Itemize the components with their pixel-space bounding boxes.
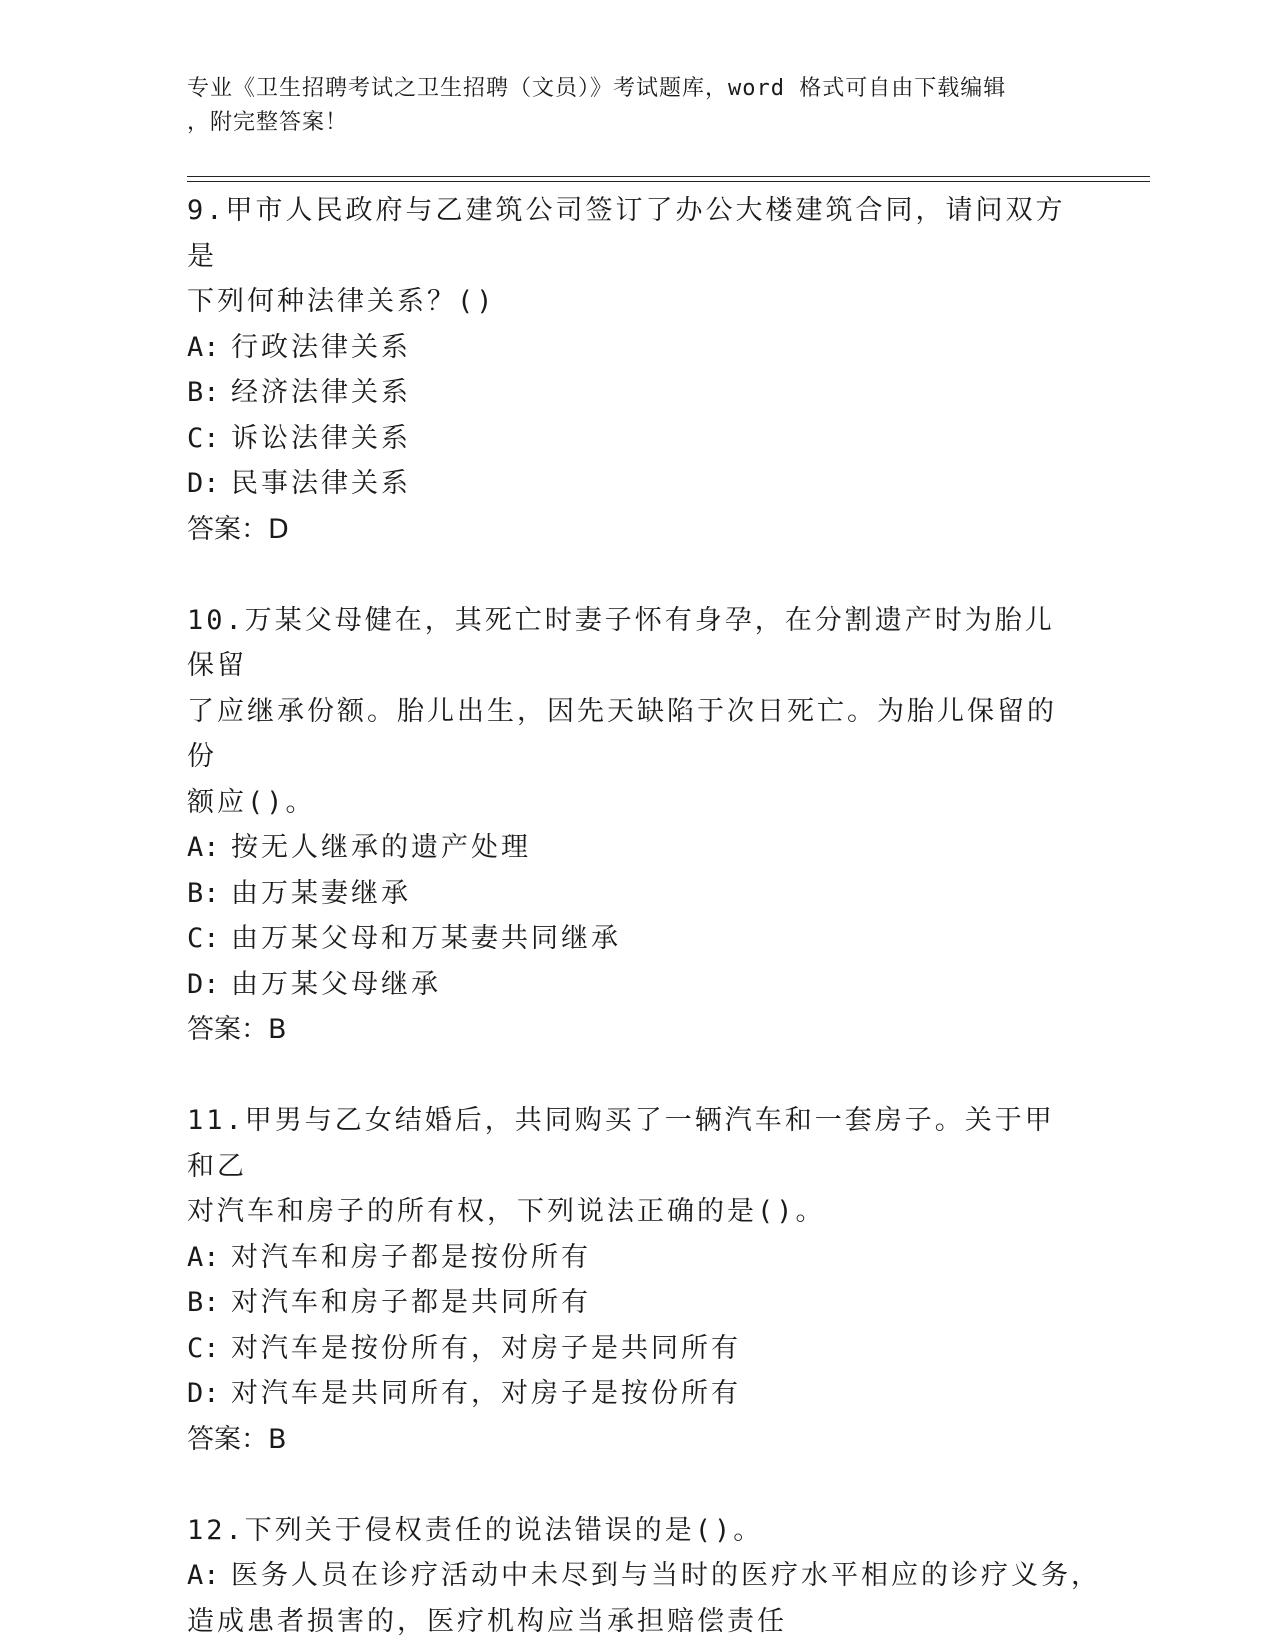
option-c (187, 1326, 1067, 1372)
option-letter: D: (187, 1378, 220, 1409)
question-stem-line: 10.万某父母健在，其死亡时妻子怀有身孕，在分割遗产时为胎儿保留 (187, 604, 1055, 681)
question-list (187, 188, 1101, 1644)
option-letter: D: (187, 968, 220, 1000)
option-text: 对汽车和房子都是按份所有 (231, 1241, 591, 1273)
option-text: 由万某父母继承 (231, 968, 441, 1000)
question-spacer (187, 1462, 1067, 1508)
header-divider-bottom (187, 181, 1150, 182)
question-stem-line: 了应继承份额。胎儿出生，因先天缺陷于次日死亡。为胎儿保留的份 (187, 695, 1057, 772)
option-c (187, 916, 1067, 962)
option-letter: C: (187, 422, 220, 454)
question-stem-line: 9.甲市人民政府与乙建筑公司签订了办公大楼建筑合同，请问双方是 (187, 195, 1066, 272)
header-line-2: ，附完整答案！ (187, 110, 349, 135)
option-text: 由万某妻继承 (231, 877, 411, 909)
option-d (187, 461, 1067, 507)
option-letter: B: (187, 1287, 220, 1318)
option-text: 对汽车是共同所有，对房子是按份所有 (231, 1378, 741, 1409)
question-stem-line: 对汽车和房子的所有权，下列说法正确的是()。 (187, 1196, 826, 1227)
option-a (187, 1235, 1067, 1281)
option-b (187, 1280, 1067, 1326)
option-letter: A: (187, 832, 220, 863)
option-a (187, 825, 1067, 871)
document-header (187, 72, 1067, 140)
question-spacer (187, 1053, 1067, 1099)
question-9 (187, 188, 1067, 552)
option-text: 诉讼法律关系 (231, 422, 411, 454)
option-letter: B: (187, 877, 220, 909)
question-10 (187, 598, 1067, 1053)
option-b (187, 370, 1067, 416)
option-text: 医务人员在诊疗活动中未尽到与当时的医疗水平相应的诊疗义务， (231, 1560, 1101, 1591)
question-11 (187, 1098, 1067, 1462)
option-text: 民事法律关系 (231, 468, 411, 499)
answer-line: 答案：B (187, 1423, 287, 1455)
question-spacer (187, 552, 1067, 598)
option-a (187, 1553, 1101, 1599)
answer-line: 答案：D (187, 513, 289, 545)
option-letter: C: (187, 1332, 220, 1364)
header-line-1: 专业《卫生招聘考试之卫生招聘（文员）》考试题库，word 格式可自由下载编辑 (187, 76, 1007, 101)
question-stem-line: 12.下列关于侵权责任的说法错误的是()。 (187, 1514, 764, 1546)
question-stem-line: 11.甲男与乙女结婚后，共同购买了一辆汽车和一套房子。关于甲和乙 (187, 1105, 1055, 1182)
answer-line: 答案：B (187, 1014, 287, 1045)
question-stem-line: 额应()。 (187, 786, 316, 818)
option-a (187, 325, 1067, 371)
option-d (187, 962, 1067, 1008)
option-b (187, 871, 1067, 917)
question-stem-line: 下列何种法律关系？() (187, 286, 496, 317)
option-c (187, 416, 1067, 462)
option-letter: A: (187, 1241, 220, 1273)
option-text: 对汽车是按份所有，对房子是共同所有 (231, 1332, 741, 1364)
option-letter: A: (187, 1560, 220, 1591)
option-d (187, 1371, 1067, 1417)
question-12 (187, 1508, 1101, 1645)
option-letter: A: (187, 331, 220, 363)
header-divider-top (187, 176, 1150, 177)
option-text: 经济法律关系 (231, 377, 411, 408)
option-letter: C: (187, 923, 220, 954)
option-letter: D: (187, 468, 220, 499)
option-letter: B: (187, 377, 220, 408)
option-text: 对汽车和房子都是共同所有 (231, 1287, 591, 1318)
option-a-continuation: 造成患者损害的，医疗机构应当承担赔偿责任 (187, 1605, 787, 1637)
option-text: 行政法律关系 (231, 331, 411, 363)
option-text: 按无人继承的遗产处理 (231, 832, 531, 863)
option-text: 由万某父母和万某妻共同继承 (231, 923, 621, 954)
